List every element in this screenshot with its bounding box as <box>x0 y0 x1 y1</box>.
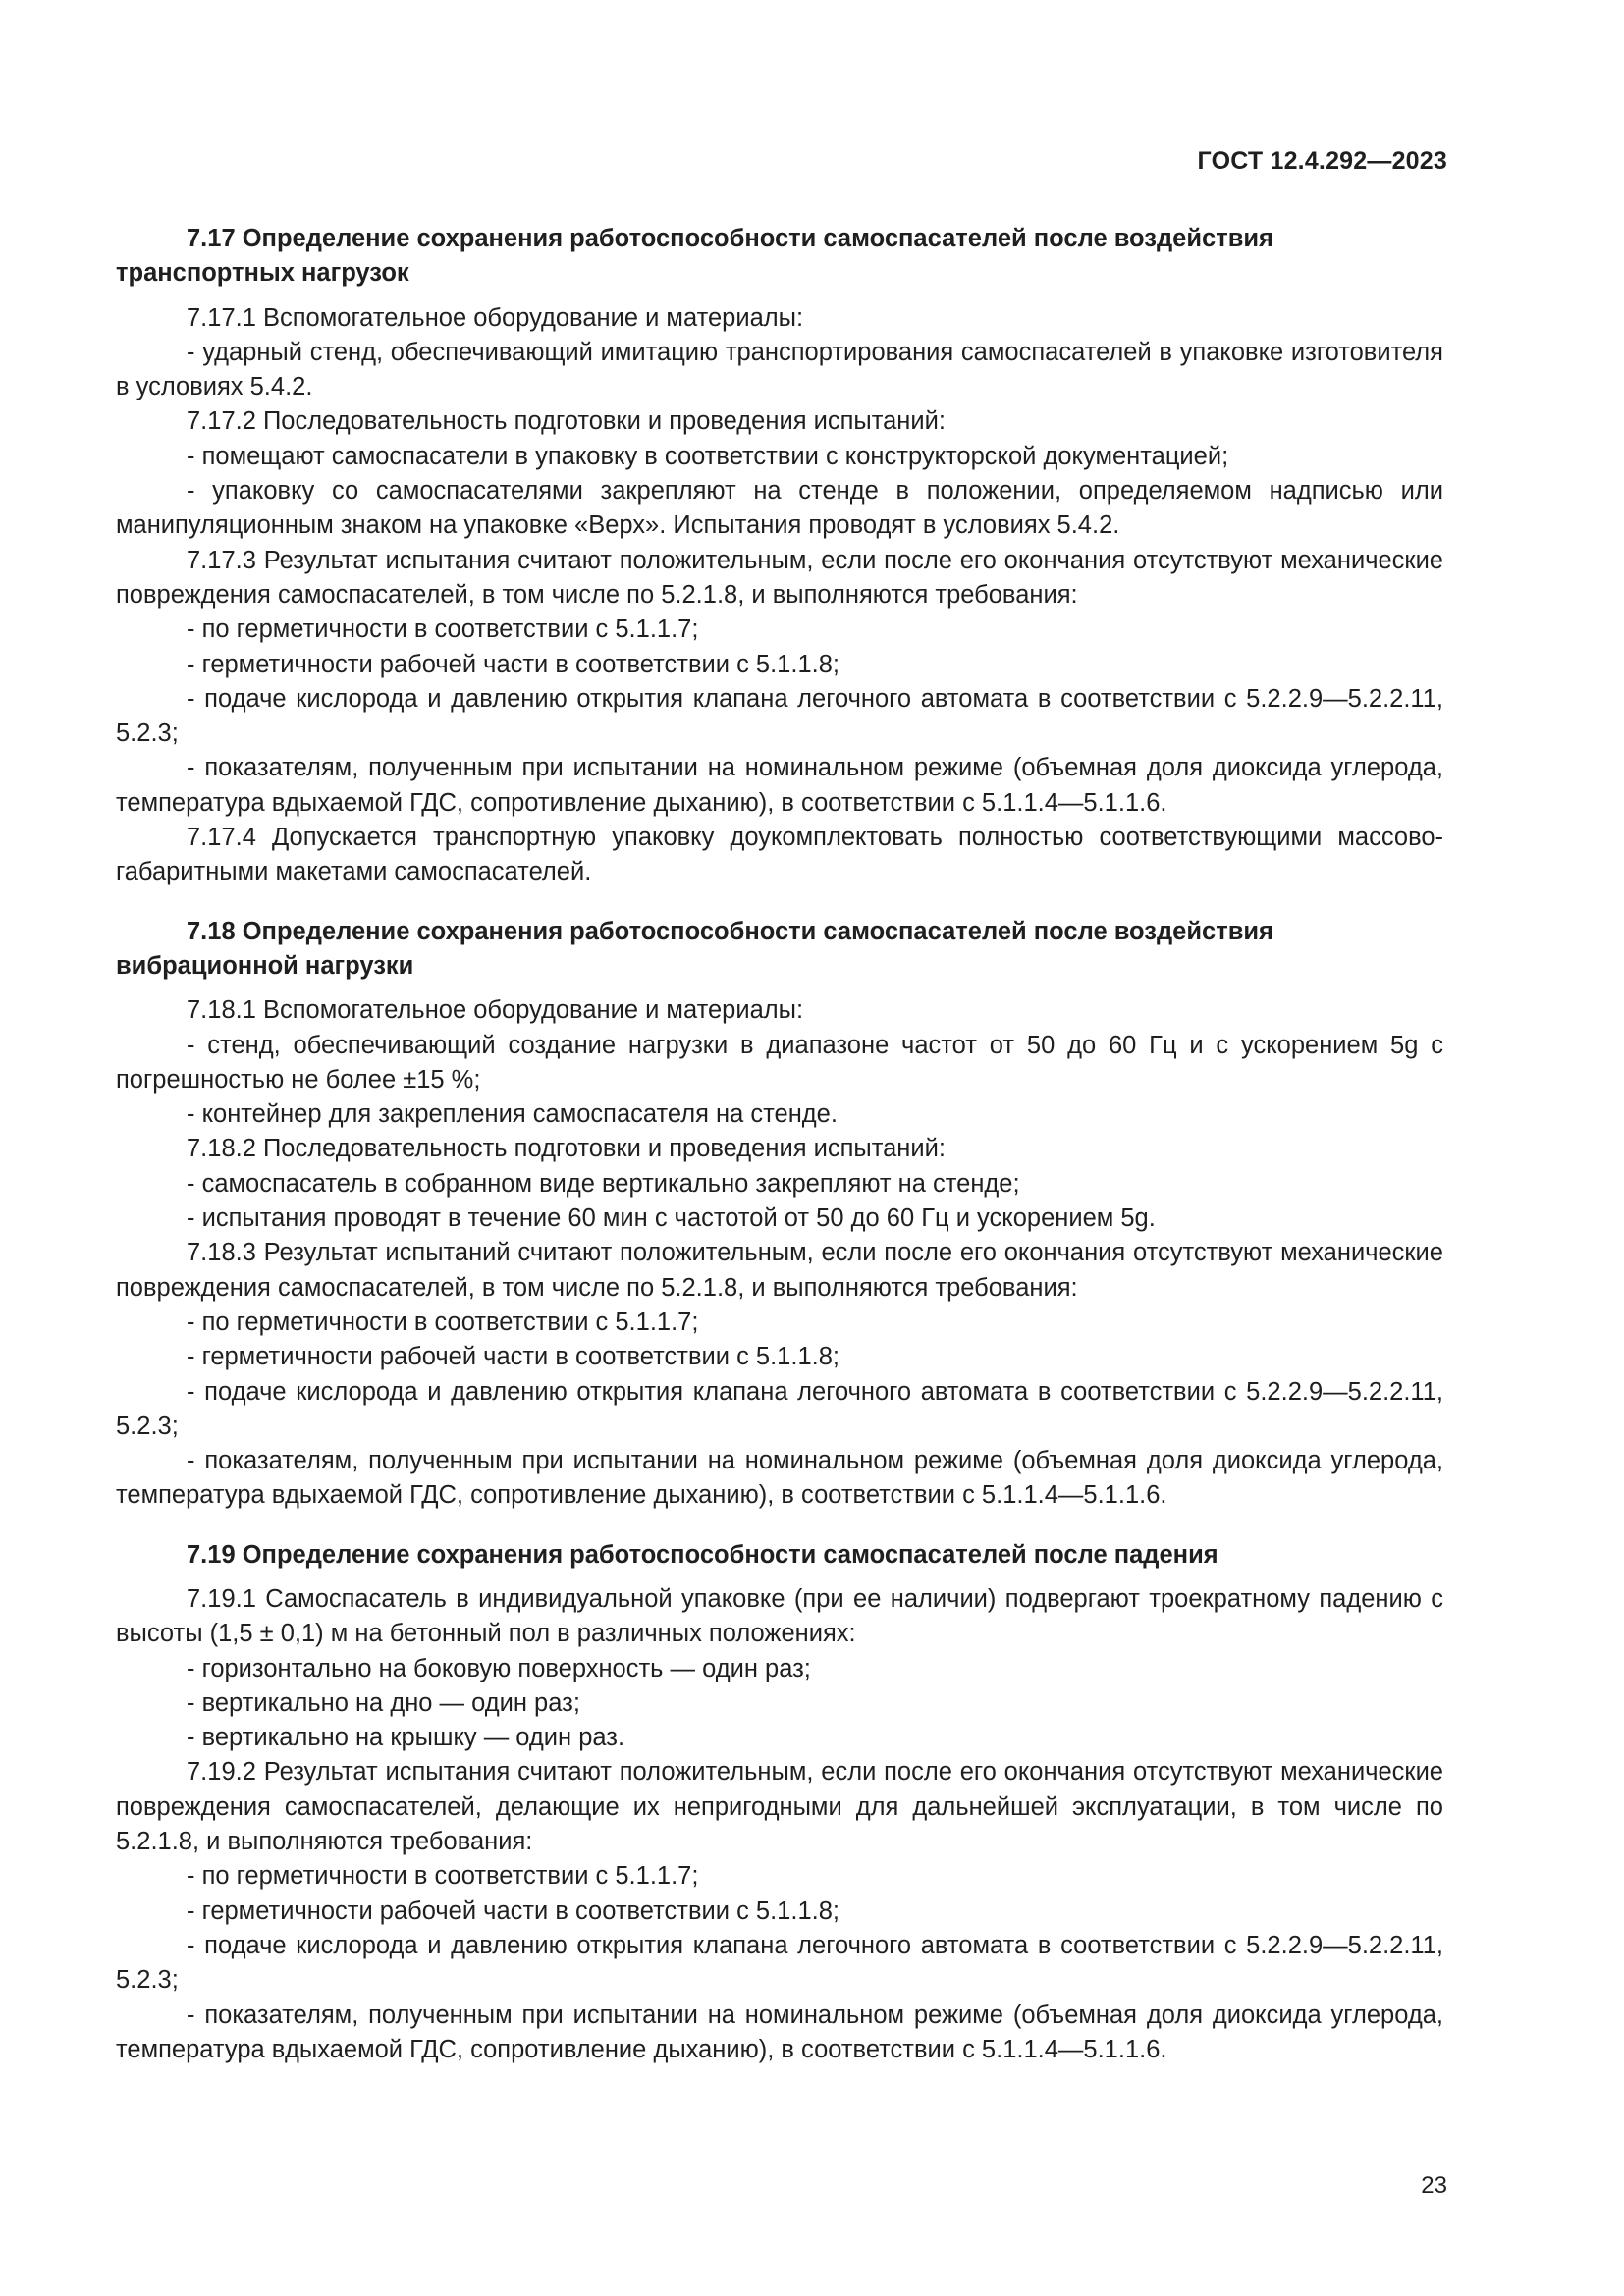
paragraph: 7.19.2 Результат испытания считают положительным, если после его окончания отсутствуют механические повреждения самоспасателей, делающие их непригодными для дальнейшей эксплуатации, в том числе по 5.2.1.8, и выполняются требования: <box>116 1758 1443 1856</box>
section-7-19 <box>116 1538 1443 2067</box>
paragraph: - помещают самоспасатели в упаковку в соответствии с конструкторской документацией; <box>187 442 1229 470</box>
paragraph: - показателям, полученным при испытании на номинальном режиме (объемная доля диоксида углерода, температура вдыхаемой ГДС, сопротивление дыханию), в соответствии с 5.1.1.4—5.1.1.6. <box>116 2001 1443 2063</box>
section-heading: 7.18 Определение сохранения работоспособности самоспасателей после воздействия вибрационной нагрузки <box>116 917 1273 980</box>
paragraph: 7.18.1 Вспомогательное оборудование и материалы: <box>187 996 804 1025</box>
section-heading: 7.19 Определение сохранения работоспособности самоспасателей после падения <box>187 1540 1218 1569</box>
paragraph: - герметичности рабочей части в соответствии с 5.1.1.8; <box>187 1343 839 1371</box>
paragraph: 7.17.3 Результат испытания считают положительным, если после его окончания отсутствуют механические повреждения самоспасателей, в том числе по 5.2.1.8, и выполняются требования: <box>116 546 1443 609</box>
paragraph: - испытания проводят в течение 60 мин с частотой от 50 до 60 Гц и ускорением 5g. <box>187 1204 1156 1233</box>
paragraph: 7.17.1 Вспомогательное оборудование и материалы: <box>187 303 804 332</box>
section-heading: 7.17 Определение сохранения работоспособности самоспасателей после воздействия транспортных нагрузок <box>116 225 1273 288</box>
paragraph: - упаковку со самоспасателями закрепляют на стенде в положении, определяемом надписью или манипуляционным знаком на упаковке «Верх». Испытания проводят в условиях 5.4.2. <box>116 477 1443 540</box>
paragraph: - подаче кислорода и давлению открытия клапана легочного автомата в соответствии с 5.2.2.9—5.2.2.11, 5.2.3; <box>116 1377 1443 1440</box>
paragraph: 7.19.1 Самоспасатель в индивидуальной упаковке (при ее наличии) подвергают троекратному падению с высоты (1,5 ± 0,1) м на бетонный пол в различных положениях: <box>116 1584 1443 1648</box>
paragraph: - вертикально на крышку — один раз. <box>187 1724 625 1752</box>
section-7-17 <box>116 222 1443 890</box>
paragraph: - подаче кислорода и давлению открытия клапана легочного автомата в соответствии с 5.2.2.9—5.2.2.11, 5.2.3; <box>116 1931 1443 1995</box>
paragraph: - по герметичности в соответствии с 5.1.1.7; <box>187 1862 699 1891</box>
paragraph: - показателям, полученным при испытании на номинальном режиме (объемная доля диоксида углерода, температура вдыхаемой ГДС, сопротивление дыханию), в соответствии с 5.1.1.4—5.1.1.6. <box>116 1447 1443 1510</box>
paragraph: - ударный стенд, обеспечивающий имитацию транспортирования самоспасателей в упаковке изготовителя в условиях 5.4.2. <box>116 338 1443 401</box>
paragraph: - вертикально на дно — один раз; <box>187 1688 580 1717</box>
paragraph: - подаче кислорода и давлению открытия клапана легочного автомата в соответствии с 5.2.2.9—5.2.2.11, 5.2.3; <box>116 684 1443 748</box>
paragraph: 7.18.3 Результат испытаний считают положительным, если после его окончания отсутствуют механические повреждения самоспасателей, в том числе по 5.2.1.8, и выполняются требования: <box>116 1239 1443 1302</box>
paragraph: - показателям, полученным при испытании на номинальном режиме (объемная доля диоксида углерода, температура вдыхаемой ГДС, сопротивление дыханию), в соответствии с 5.1.1.4—5.1.1.6. <box>116 754 1443 817</box>
paragraph: - самоспасатель в собранном виде вертикально закрепляют на стенде; <box>187 1169 1020 1198</box>
page-number: 23 <box>1421 2172 1447 2199</box>
paragraph: - по герметичности в соответствии с 5.1.1.7; <box>187 1308 699 1336</box>
paragraph: - горизонтально на боковую поверхность — один раз; <box>187 1654 811 1682</box>
paragraph: - по герметичности в соответствии с 5.1.1.7; <box>187 615 699 644</box>
document-code: ГОСТ 12.4.292—2023 <box>1197 147 1447 175</box>
paragraph: 7.17.2 Последовательность подготовки и проведения испытаний: <box>187 407 946 436</box>
document-body <box>116 222 1443 2067</box>
paragraph: - герметичности рабочей части в соответствии с 5.1.1.8; <box>187 1896 839 1925</box>
paragraph: 7.17.4 Допускается транспортную упаковку доукомплектовать полностью соответствующими массово-габаритными макетами самоспасателей. <box>116 824 1443 886</box>
section-7-18 <box>116 915 1443 1514</box>
paragraph: - стенд, обеспечивающий создание нагрузки в диапазоне частот от 50 до 60 Гц и с ускорением 5g с погрешностью не более ±15 %; <box>116 1031 1443 1094</box>
paragraph: 7.18.2 Последовательность подготовки и проведения испытаний: <box>187 1135 946 1163</box>
paragraph: - герметичности рабочей части в соответствии с 5.1.1.8; <box>187 650 839 678</box>
paragraph: - контейнер для закрепления самоспасателя на стенде. <box>187 1100 838 1129</box>
